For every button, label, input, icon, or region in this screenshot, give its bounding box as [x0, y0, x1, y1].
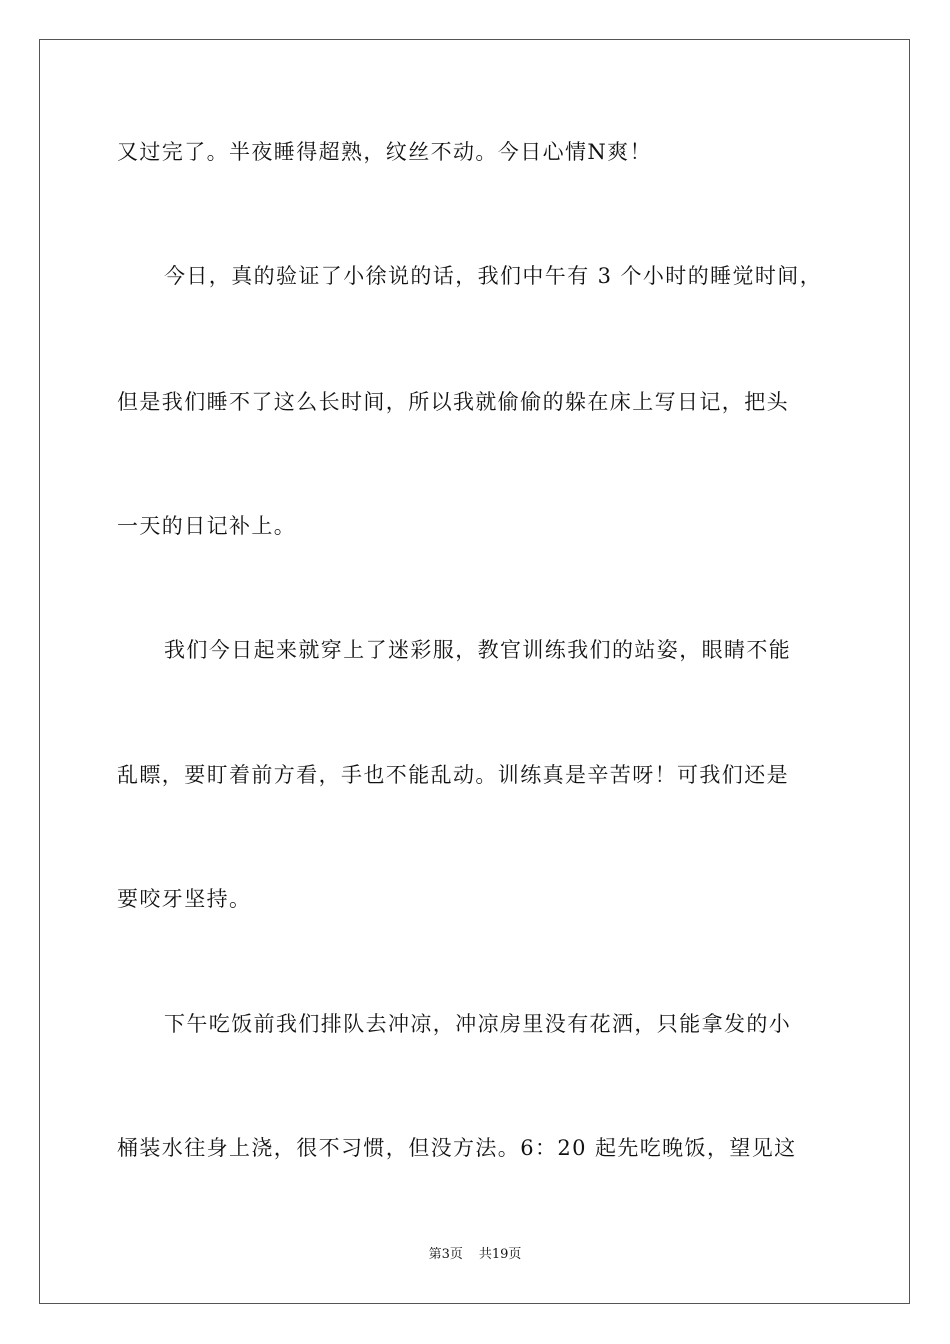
- text-line: 乱瞟，要盯着前方看，手也不能乱动。训练真是辛苦呀！可我们还是: [117, 763, 789, 787]
- text-line: 又过完了。半夜睡得超熟，纹丝不动。今日心情N爽！: [117, 140, 652, 164]
- text-line: 桶装水往身上浇，很不习惯，但没方法。6：20 起先吃晚饭，望见这: [117, 1136, 797, 1160]
- page-footer: [0, 1246, 950, 1264]
- text-line: 要咬牙坚持。: [117, 887, 252, 911]
- text-line: 下午吃饭前我们排队去冲凉，冲凉房里没有花洒，只能拿发的小: [164, 1012, 792, 1036]
- text-line: 今日，真的验证了小徐说的话，我们中午有 3 个小时的睡觉时间，: [164, 264, 823, 288]
- page-border: [39, 39, 910, 1304]
- text-line: 但是我们睡不了这么长时间，所以我就偷偷的躲在床上写日记，把头: [117, 390, 789, 414]
- text-line: 我们今日起来就穿上了迷彩服，教官训练我们的站姿，眼睛不能: [164, 638, 792, 662]
- text-line: 一天的日记补上。: [117, 514, 297, 538]
- total-pages: 共19页: [478, 1247, 522, 1262]
- page-number: 第3页: [428, 1247, 463, 1262]
